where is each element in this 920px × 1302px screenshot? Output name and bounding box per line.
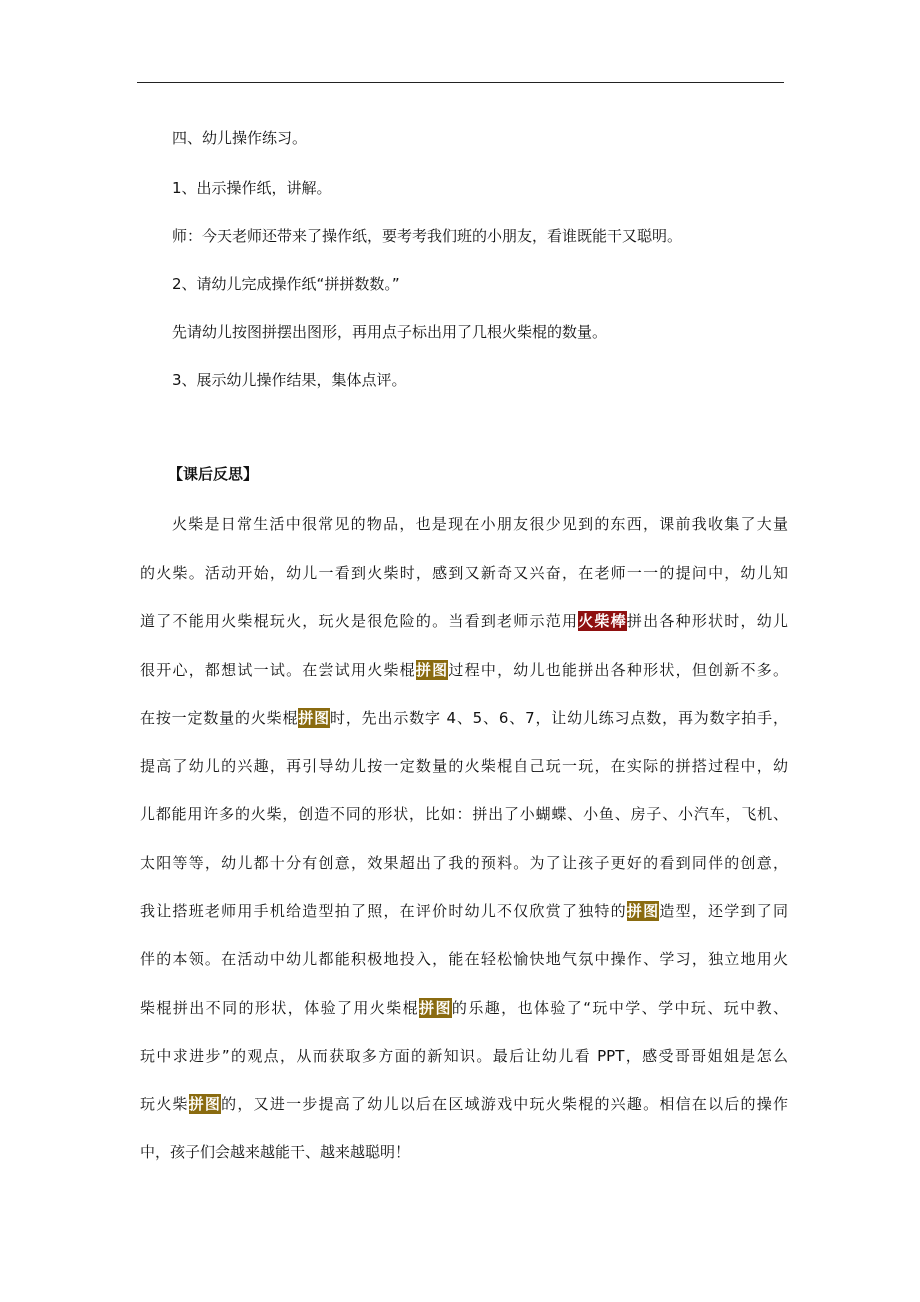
reflection-line: 很开心，都想试一试。在尝试用火柴棍拼图过程中，幼儿也能拼出各种形状，但创新不多。	[140, 661, 788, 679]
highlight-keyword: 拼图	[419, 999, 452, 1017]
reflection-line: 中，孩子们会越来越能干、越来越聪明！	[140, 1143, 411, 1161]
instruction-line: 先请幼儿按图拼摆出图形，再用点子标出用了几根火柴棍的数量。	[172, 323, 608, 341]
teacher-line: 师：今天老师还带来了操作纸，要考考我们班的小朋友，看谁既能干又聪明。	[172, 227, 683, 245]
header-rule	[137, 82, 784, 83]
reflection-heading: 【课后反思】	[168, 465, 259, 483]
highlight-keyword: 火柴棒	[578, 612, 627, 630]
highlight-keyword: 拼图	[188, 1095, 222, 1113]
highlight-keyword: 拼图	[298, 709, 331, 727]
reflection-line: 柴棍拼出不同的形状，体验了用火柴棍拼图的乐趣，也体验了“玩中学、学中玩、玩中教、	[140, 999, 788, 1017]
step-2: 2、请幼儿完成操作纸“拼拼数数。”	[172, 275, 400, 293]
reflection-line: 我让搭班老师用手机给造型拍了照，在评价时幼儿不仅欣赏了独特的拼图造型，还学到了同	[140, 902, 788, 920]
highlight-keyword: 拼图	[626, 902, 660, 920]
section-title: 四、幼儿操作练习。	[172, 129, 308, 147]
highlight-keyword: 拼图	[415, 661, 449, 679]
step-3: 3、展示幼儿操作结果，集体点评。	[172, 371, 407, 389]
reflection-line: 太阳等等，幼儿都十分有创意，效果超出了我的预料。为了让孩子更好的看到同伴的创意，	[140, 854, 788, 872]
reflection-line: 火柴是日常生活中很常见的物品，也是现在小朋友很少见到的东西，课前我收集了大量	[172, 515, 788, 533]
reflection-line: 儿都能用许多的火柴，创造不同的形状，比如：拼出了小蝴蝶、小鱼、房子、小汽车，飞机、	[140, 805, 788, 823]
reflection-line: 玩火柴拼图的，又进一步提高了幼儿以后在区域游戏中玩火柴棍的兴趣。相信在以后的操作	[140, 1095, 788, 1113]
reflection-line: 的火柴。活动开始，幼儿一看到火柴时，感到又新奇又兴奋，在老师一一的提问中，幼儿知	[140, 564, 788, 582]
step-1: 1、出示操作纸，讲解。	[172, 179, 332, 197]
reflection-line: 提高了幼儿的兴趣，再引导幼儿按一定数量的火柴棍自己玩一玩，在实际的拼搭过程中，幼	[140, 757, 788, 775]
reflection-line: 伴的本领。在活动中幼儿都能积极地投入，能在轻松愉快地气氛中操作、学习，独立地用火	[140, 950, 788, 968]
reflection-line: 玩中求进步”的观点，从而获取多方面的新知识。最后让幼儿看 PPT，感受哥哥姐姐是怎么	[140, 1047, 788, 1065]
reflection-line: 在按一定数量的火柴棍拼图时，先出示数字 4、5、6、7，让幼儿练习点数，再为数字拍手，	[140, 709, 788, 727]
reflection-line: 道了不能用火柴棍玩火，玩火是很危险的。当看到老师示范用火柴棒拼出各种形状时，幼儿	[140, 612, 788, 630]
